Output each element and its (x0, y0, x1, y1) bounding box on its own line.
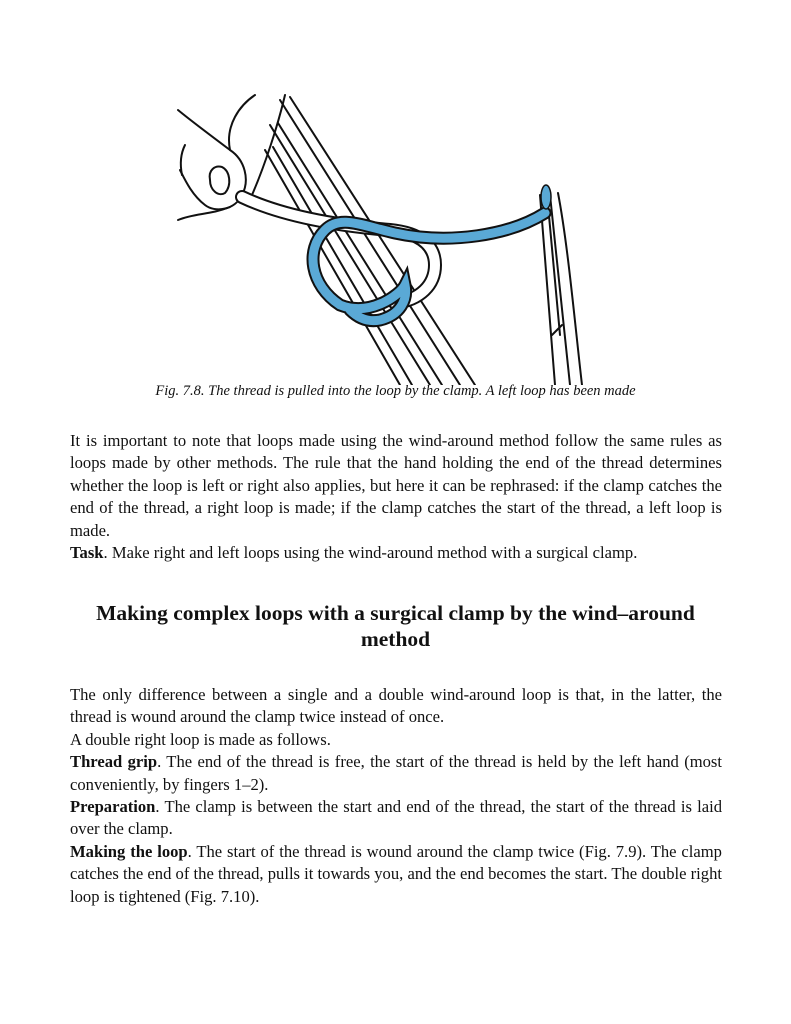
intro-text: The only difference between a single and a double wind-around loop is that, in the latter, the thread is wound around the clamp twice instead of once. (70, 685, 722, 727)
step-text-thread-grip: . The end of the thread is free, the start of the thread is held by the left hand (most conveniently, by fingers 1–2). (70, 752, 722, 794)
step-label-preparation: Preparation (70, 797, 156, 817)
figure-caption: Fig. 7.8. The thread is pulled into the loop by the clamp. A left loop has been made (155, 383, 636, 399)
paragraph-text: It is important to note that loops made using the wind-around method follow the same rules as loops made by other methods. The rule that the hand holding the end of the thread determines whether the loop is left or right also applies, but here it can be rephrased: if the clamp catches the end of the thread, a right loop is made; if the clamp catches the start of the thread, a left loop is made. (70, 431, 722, 540)
step-text-making-loop: . The start of the thread is wound around the clamp twice (Fig. 7.9). The clamp catches the end of the thread, pulls it towards you, and the end becomes the start. The double right loop is tightened (Fig. 7.10). (70, 841, 722, 906)
step-label-thread-grip: Thread grip (70, 752, 158, 772)
hand-clamp-thread-illustration (130, 85, 630, 385)
body-paragraph-double-loop (70, 684, 722, 908)
lead-text: A double right loop is made as follows. (70, 729, 331, 749)
step-label-making-loop: Making the loop (70, 841, 188, 861)
figure-7-8 (130, 85, 630, 385)
step-text-preparation: . The clamp is between the start and end of the thread, the start of the thread is laid over the clamp. (70, 797, 722, 839)
body-paragraph-rules (70, 430, 722, 564)
task-text: . Make right and left loops using the wind-around method with a surgical clamp. (103, 543, 638, 563)
task-label: Task (70, 543, 104, 563)
section-heading: Making complex loops with a surgical clamp by the wind–around method (96, 601, 695, 651)
